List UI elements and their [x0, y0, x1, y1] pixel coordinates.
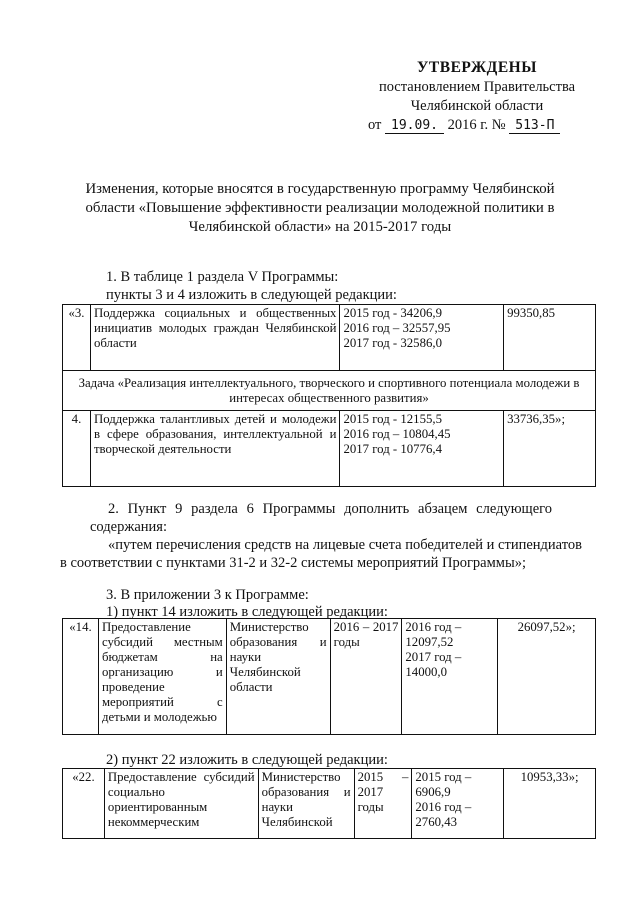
row-years: [340, 305, 504, 371]
table-row: [63, 411, 596, 487]
row-total: 26097,52»;: [498, 619, 596, 735]
table-3: [62, 768, 596, 839]
approval-date: 19.09.: [385, 118, 444, 134]
paragraph-1b: пункты 3 и 4 изложить в следующей редакции:: [106, 287, 397, 303]
table-row: [63, 371, 596, 411]
year-value: 2015 год - 34206,9: [343, 306, 442, 320]
row-name: Предоставление субсидий местным бюджетам на организацию и проведение мероприятий с детьми и молодежью: [98, 619, 226, 735]
paragraph-2b: «путем перечисления средств на лицевые счета победителей и стипендиатов в соответствии с пунктами 31-2 и 32-2 системы мероприятий Программы»;: [60, 537, 582, 571]
year-value: 2015 год – 6906,9: [415, 770, 472, 799]
row-name: Предоставление субсидий социально ориентированным некоммерческим: [104, 769, 258, 839]
row-years: [412, 769, 504, 839]
approval-number: 513-П: [509, 118, 560, 134]
table-row: [63, 769, 596, 839]
approval-date-line: [368, 116, 592, 135]
approval-line-2: Челябинской области: [410, 98, 544, 114]
approval-year: 2016 г. №: [447, 117, 506, 133]
approval-line-1: постановлением Правительства: [378, 79, 576, 95]
approval-from: от: [368, 117, 382, 133]
year-value: 2016 год – 32557,95: [343, 321, 451, 335]
approval-title: УТВЕРЖДЕНЫ: [417, 59, 537, 76]
row-years: [402, 619, 498, 735]
row-name: Поддержка талантливых детей и молодежи в сфере образования, интеллектуальной и творческой деятельности: [90, 411, 339, 487]
document-heading: Изменения, которые вносятся в государственную программу Челябинской области «Повышение эффективности реализации молодежной политики в Челябинской области» на 2015-2017 годы: [85, 181, 555, 235]
row-number: 4.: [63, 411, 91, 487]
paragraph-2-text: 2. Пункт 9 раздела 6 Программы дополнить абзацем следующего содержания:: [90, 501, 552, 535]
year-value: 2017 год - 10776,4: [343, 442, 442, 456]
paragraph-3b: 2) пункт 22 изложить в следующей редакции:: [106, 752, 388, 768]
table-row: [63, 305, 596, 371]
row-years: [340, 411, 504, 487]
paragraph-3: 3. В приложении 3 к Программе:: [106, 587, 309, 603]
year-value: 2016 год – 12097,52: [405, 620, 462, 649]
row-total: 33736,35»;: [504, 411, 596, 487]
row-name: Поддержка социальных и общественных инициатив молодых граждан Челябинской области: [90, 305, 339, 371]
year-value: 2016 год – 10804,45: [343, 427, 451, 441]
row-number: «3.: [63, 305, 91, 371]
row-number: «22.: [63, 769, 105, 839]
paragraph-2: [60, 500, 552, 536]
task-row: Задача «Реализация интеллектуального, творческого и спортивного потенциала молодежи в интересах общественного развития»: [63, 371, 596, 411]
table-row: [63, 619, 596, 735]
year-value: 2017 год – 14000,0: [405, 650, 462, 679]
row-executor: Министерство образования и науки Челябинской области: [226, 619, 330, 735]
row-total: 99350,85: [504, 305, 596, 371]
row-total: 10953,33»;: [504, 769, 596, 839]
row-executor: Министерство образования и науки Челябинской: [258, 769, 354, 839]
approval-block: [362, 58, 592, 135]
row-period: 2016 – 2017 годы: [330, 619, 402, 735]
year-value: 2017 год - 32586,0: [343, 336, 442, 350]
table-2: [62, 618, 596, 735]
row-number: «14.: [63, 619, 99, 735]
table-1: [62, 304, 596, 487]
year-value: 2016 год – 2760,43: [415, 800, 472, 829]
year-value: 2015 год - 12155,5: [343, 412, 442, 426]
paragraph-1: 1. В таблице 1 раздела V Программы:: [106, 269, 339, 285]
paragraph-3a: 1) пункт 14 изложить в следующей редакции:: [106, 604, 388, 620]
row-period: 2015 – 2017 годы: [354, 769, 412, 839]
